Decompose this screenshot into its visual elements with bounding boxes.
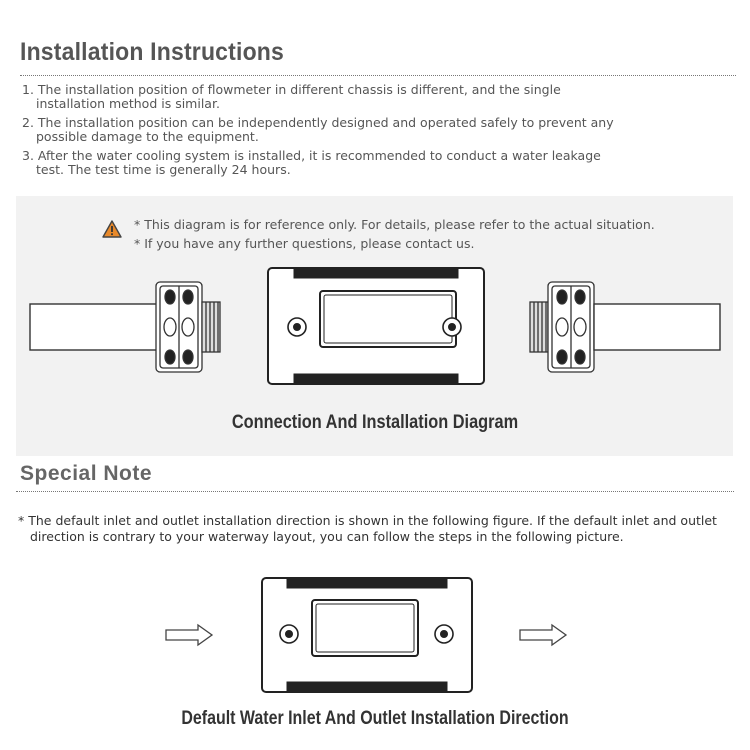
inlet-arrow-icon	[166, 625, 212, 645]
reference-note: * This diagram is for reference only. For details, please refer to the actual situation.	[134, 217, 655, 232]
special-note-text: * The default inlet and outlet installation direction is shown in the following figure. If the default inlet and outlet direction is contrary to your waterway layout, you can follow the steps in the following picture.	[18, 513, 717, 544]
step-2: 2. The installation position can be independently designed and operated safely to prevent any possible damage to the equipment.	[22, 115, 614, 144]
contact-note: * If you have any further questions, please contact us.	[134, 236, 475, 251]
step-3: 3. After the water cooling system is installed, it is recommended to conduct a water leakage test. The test time is generally 24 hours.	[22, 148, 601, 177]
outlet-arrow-icon	[520, 625, 566, 645]
connection-diagram-caption: Connection And Installation Diagram	[231, 412, 519, 433]
step-1: 1. The installation position of flowmeter in different chassis is different, and the single installation method is similar.	[22, 82, 561, 111]
installation-title: Installation Instructions	[20, 38, 285, 66]
direction-diagram-caption: Default Water Inlet And Outlet Installation Direction	[181, 708, 569, 729]
flowmeter-body-default	[262, 578, 472, 692]
special-note-title: Special Note	[20, 462, 153, 485]
